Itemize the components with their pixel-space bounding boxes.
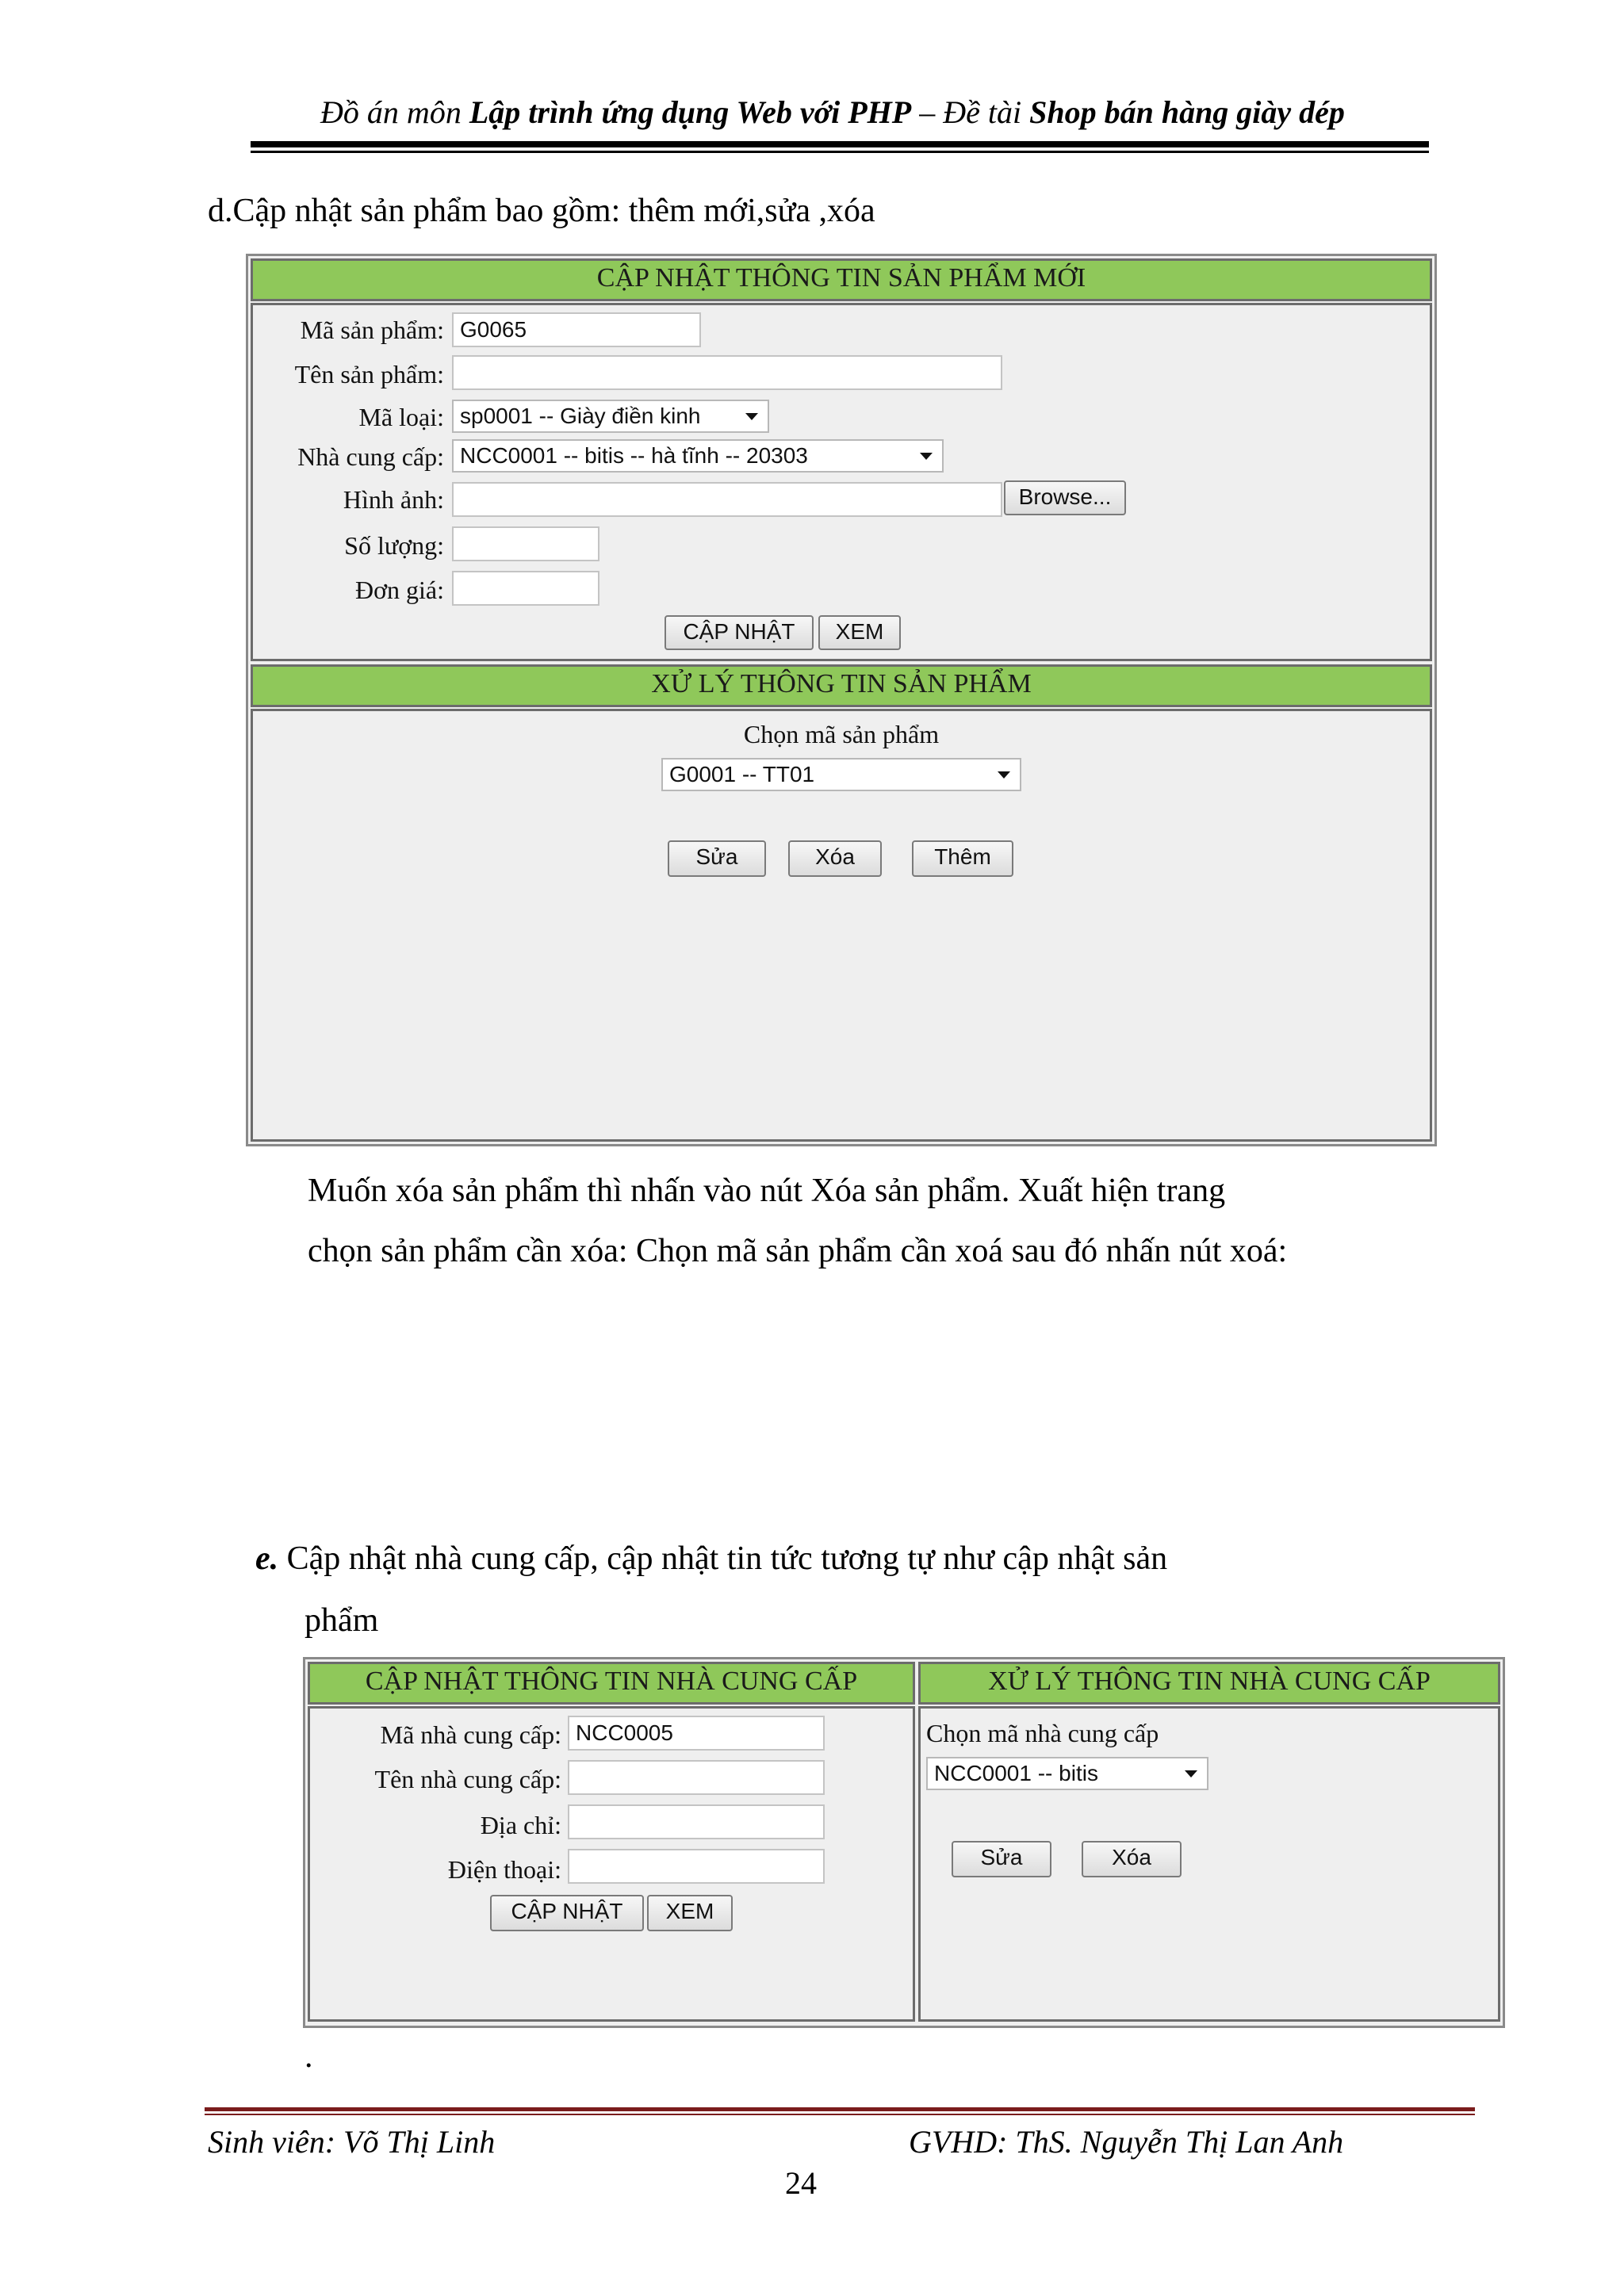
header-rule-thin <box>251 151 1429 153</box>
price-input[interactable] <box>452 571 599 606</box>
quantity-label: Số lượng: <box>344 531 444 560</box>
address-input[interactable] <box>568 1804 825 1839</box>
address-label: Địa chỉ: <box>480 1811 561 1839</box>
supplier-name-label: Tên nhà cung cấp: <box>374 1765 561 1793</box>
supplier-code-input[interactable]: NCC0005 <box>568 1716 825 1751</box>
footer-rule-thick <box>205 2107 1475 2111</box>
product-code-selected: G0001 -- TT01 <box>669 762 815 786</box>
chevron-down-icon <box>998 771 1010 779</box>
header-course: Lập trình ứng dụng Web với PHP <box>469 94 912 130</box>
chevron-down-icon <box>745 413 758 420</box>
chevron-down-icon <box>920 453 933 460</box>
section-e-marker: e. <box>255 1540 279 1577</box>
section-e-text: Cập nhật nhà cung cấp, cập nhật tin tức tương tự như cập nhật sản <box>278 1540 1168 1577</box>
product-code-select[interactable] <box>661 758 1021 791</box>
supplier-form-title: CẬP NHẬT THÔNG TIN NHÀ CUNG CẤP <box>308 1662 915 1705</box>
footer-student: Sinh viên: Võ Thị Linh <box>208 2124 496 2160</box>
section-d-heading: d.Cập nhật sản phẩm bao gồm: thêm mới,sửa ,xóa <box>208 193 875 229</box>
delete-text-line1: Muốn xóa sản phẩm thì nhấn vào nút Xóa sản phẩm. Xuất hiện trang <box>308 1173 1226 1209</box>
add-button[interactable]: Thêm <box>912 840 1013 877</box>
supplier-code-select[interactable] <box>926 1757 1208 1790</box>
product-code-label: Mã sản phẩm: <box>300 316 444 344</box>
header-rule-thick <box>251 141 1429 147</box>
image-file-input[interactable] <box>452 482 1002 517</box>
supplier-code-label: Mã nhà cung cấp: <box>380 1720 561 1749</box>
supplier-edit-button[interactable]: Sửa <box>952 1841 1051 1877</box>
supplier-select[interactable] <box>452 439 944 473</box>
footer-advisor: GVHD: ThS. Nguyễn Thị Lan Anh <box>909 2124 1344 2160</box>
supplier-update-button[interactable]: CẬP NHẬT <box>490 1895 644 1931</box>
section-e-line2: phẩm <box>304 1602 379 1639</box>
page-number: 24 <box>785 2165 817 2201</box>
supplier-name-input[interactable] <box>568 1760 825 1795</box>
product-name-label: Tên sản phẩm: <box>294 360 444 388</box>
delete-button[interactable]: Xóa <box>788 840 882 877</box>
chevron-down-icon <box>1185 1770 1197 1777</box>
trailing-dot: . <box>304 2038 313 2075</box>
phone-label: Điện thoại: <box>447 1855 561 1884</box>
delete-text-line2: chọn sản phẩm cần xóa: Chọn mã sản phẩm cần xoá sau đó nhấn nút xoá: <box>308 1233 1288 1269</box>
product-type-label: Mã loại: <box>358 403 444 431</box>
price-label: Đơn giá: <box>354 576 444 604</box>
quantity-input[interactable] <box>452 526 599 561</box>
supplier-process-title: XỬ LÝ THÔNG TIN NHÀ CUNG CẤP <box>918 1662 1500 1705</box>
section-e-line1 <box>255 1540 1167 1578</box>
product-type-value: sp0001 -- Giày điền kinh <box>460 404 701 428</box>
phone-input[interactable] <box>568 1849 825 1884</box>
product-name-input[interactable] <box>452 355 1002 390</box>
choose-supplier-label: Chọn mã nhà cung cấp <box>926 1719 1159 1747</box>
supplier-value: NCC0001 -- bitis -- hà tĩnh -- 20303 <box>460 443 808 468</box>
image-label: Hình ảnh: <box>343 485 444 514</box>
product-code-input[interactable]: G0065 <box>452 312 701 347</box>
header-topic: Shop bán hàng giày dép <box>1029 94 1345 130</box>
choose-product-label: Chọn mã sản phẩm <box>743 720 940 748</box>
supplier-code-selected: NCC0001 -- bitis <box>934 1761 1098 1785</box>
supplier-view-button[interactable]: XEM <box>647 1895 733 1931</box>
edit-button[interactable]: Sửa <box>668 840 766 877</box>
product-type-select[interactable] <box>452 400 769 433</box>
browse-button[interactable]: Browse... <box>1004 480 1126 515</box>
header-prefix: Đồ án môn <box>320 94 469 130</box>
product-process-title: XỬ LÝ THÔNG TIN SẢN PHẨM <box>251 664 1432 707</box>
view-button[interactable]: XEM <box>818 615 901 650</box>
product-form-title: CẬP NHẬT THÔNG TIN SẢN PHẨM MỚI <box>251 258 1432 301</box>
supplier-label: Nhà cung cấp: <box>297 442 444 471</box>
page-header <box>246 94 1419 131</box>
update-button[interactable]: CẬP NHẬT <box>665 615 814 650</box>
footer-rule-thin <box>205 2114 1475 2115</box>
supplier-delete-button[interactable]: Xóa <box>1082 1841 1182 1877</box>
header-separator: – Đề tài <box>911 94 1030 130</box>
